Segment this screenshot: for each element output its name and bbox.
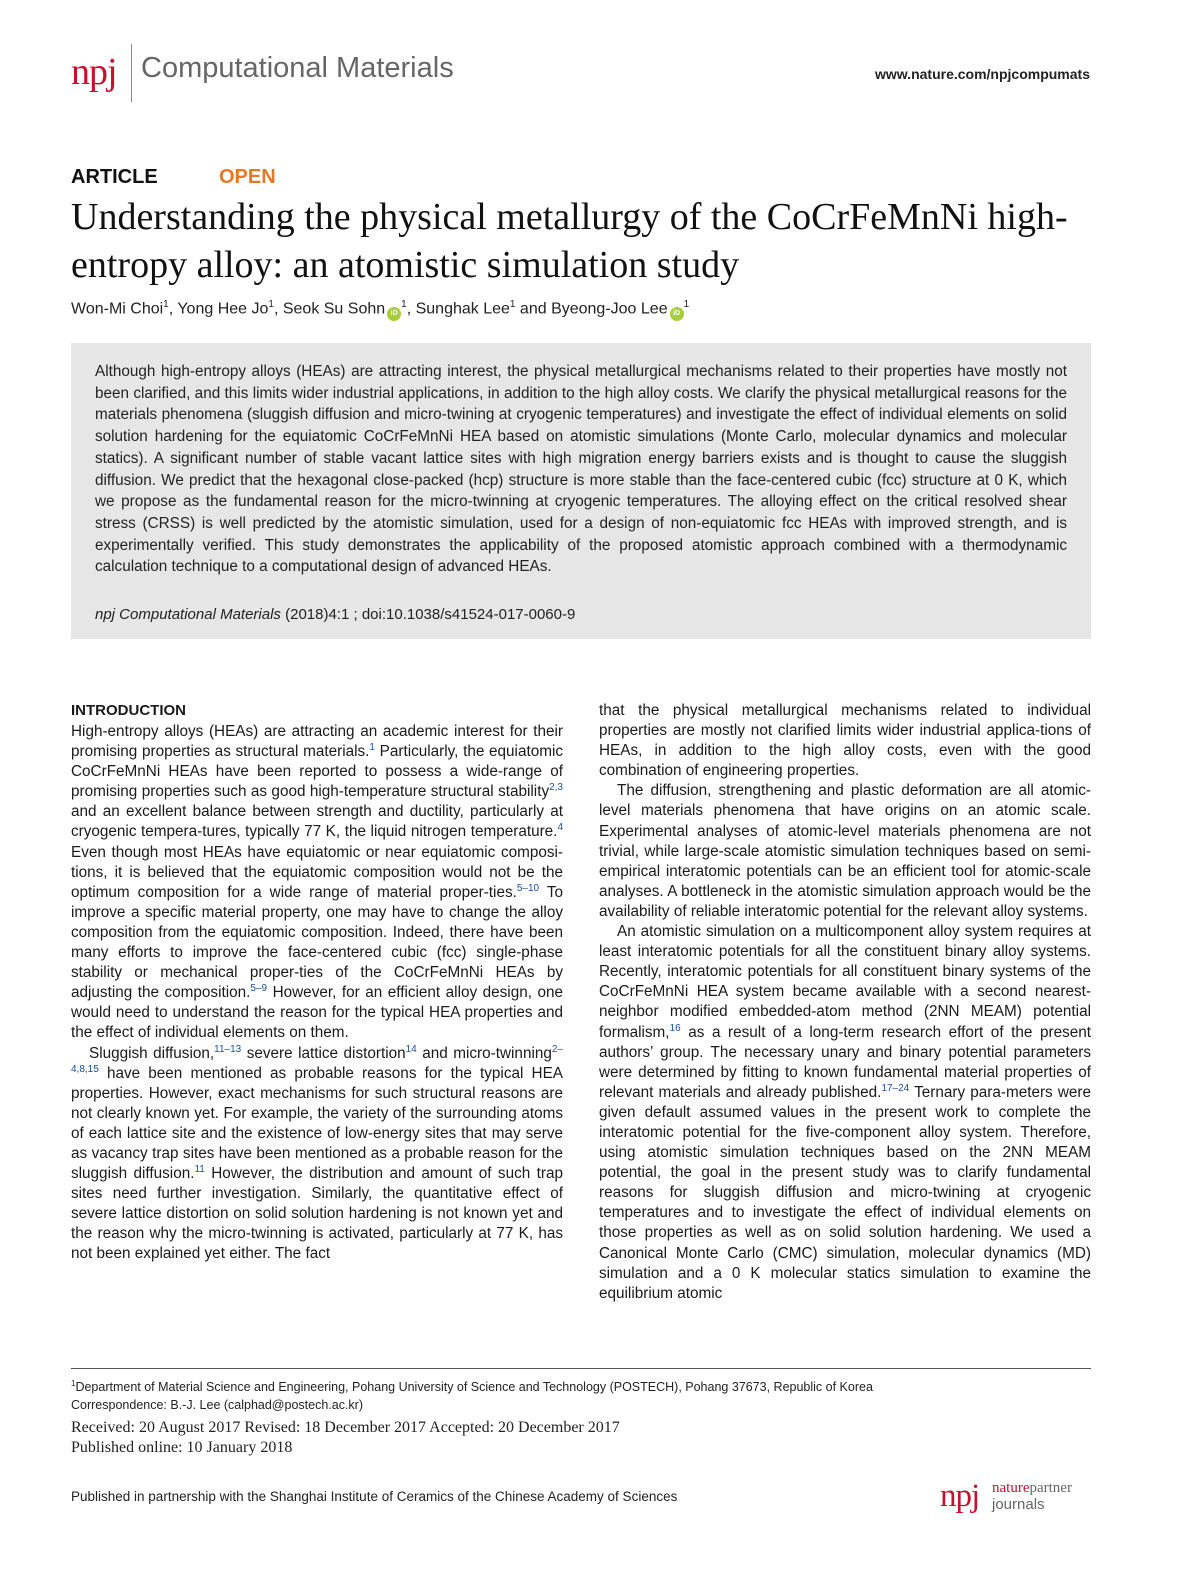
orcid-icon[interactable]: iD <box>670 307 684 321</box>
paragraph: The diffusion, strengthening and plastic deformation are all atomic-level materials phenomena that have origins on an atomic scale. Experimental analyses of atomic-level materials phenomena are not trivial, while large-scale atomistic simulation techniques based on semi-empirical interatomic potentials can be an efficient tool for atomic-scale analyses. A bottleneck in the atomistic simulation approach would be the availability of reliable interatomic potential for the relevant alloy systems. <box>599 782 1091 920</box>
reference-link[interactable]: 2,3 <box>549 782 563 794</box>
author-name: Byeong-Joo Lee <box>551 300 668 318</box>
affiliation-marker: 1 <box>71 1379 76 1388</box>
reference-link[interactable]: 16 <box>669 1022 681 1034</box>
journal-url-link[interactable]: www.nature.com/npjcompumats <box>875 66 1090 82</box>
paragraph: that the physical metallurgical mechanisms related to individual properties are mostly not clarified limits wider industrial applica-tions of HEAs, in addition to the high alloy costs, even with the good combination of engineering properties. <box>599 702 1091 780</box>
reference-link[interactable]: 4 <box>557 822 563 834</box>
reference-link[interactable]: 1 <box>369 742 375 753</box>
section-heading-introduction: INTRODUCTION <box>71 702 186 719</box>
open-access-badge: OPEN <box>219 166 276 188</box>
reference-link[interactable]: 11 <box>194 1163 205 1175</box>
logo-word-nature: nature <box>992 1480 1030 1496</box>
reference-link[interactable]: 5–10 <box>516 882 540 894</box>
article-title: Understanding the physical metallurgy of the CoCrFeMnNi high-entropy alloy: an atomistic simulation study <box>71 196 1068 286</box>
author-name: Seok Su Sohn <box>282 300 386 318</box>
date-published-online: Published online: 10 January 2018 <box>71 1439 293 1456</box>
paragraph: High-entropy alloys (HEAs) are attracting an academic interest for their promising properties as structural materials.$^1$ Particularly, the equiatomic CoCrFeMnNi HEAs have been reported to possess a wide-range of promising properties such as good high-temperature structural stability$^{2,3}$ and an excellent balance between strength and ductility, particularly at cryogenic tempera-tures, typically 77 K, the liquid nitrogen temperature.$^4$ Even though most HEAs have equiatomic or near equiatomic composi-tions, it is believed that the equiatomic composition would not be the optimum composition for a wide range of material proper-ties.$^{5-10}$ To improve a specific material property, one may have to change the alloy composition from the equiatomic composition. Indeed, there have been many efforts to improve the face-centered cubic (fcc) single-phase stability or mechanical proper-ties of the CoCrFeMnNi HEAs by adjusting the composition.$^{5-9}$ However, for an efficient alloy design, one would need to understand the reason for the typical HEA properties and the effect of individual elements on them. <box>71 723 564 1042</box>
affiliation-marker: 1 <box>401 299 407 310</box>
nature-partner-journals-logo <box>940 1478 1095 1518</box>
publication-dates <box>71 1418 620 1458</box>
npj-logo: npj <box>71 51 117 93</box>
abstract-box <box>71 343 1091 639</box>
author-name: Won-Mi Choi <box>71 300 164 318</box>
dates-received-revised-accepted: Received: 20 August 2017 Revised: 18 December 2017 Accepted: 20 December 2017 <box>71 1419 620 1436</box>
affiliation-marker: 1 <box>509 299 516 310</box>
npj-logo-small: npj <box>940 1478 980 1514</box>
affiliation-marker: 1 <box>683 299 690 310</box>
affiliation-text: Department of Material Science and Engineering, Pohang University of Science and Technology (POSTECH), Pohang 37673, Republic of Korea <box>75 1380 873 1395</box>
reference-link[interactable]: 2–4,8,15 <box>71 1043 563 1075</box>
citation-details: (2018)4:1 ; doi:10.1038/s41524-017-0060-9 <box>280 606 576 623</box>
affiliation-marker: 1 <box>268 299 274 310</box>
journal-name: Computational Materials <box>141 52 454 84</box>
affiliation-block <box>71 1375 873 1414</box>
citation-journal: npj Computational Materials <box>95 606 281 623</box>
body-column-right <box>599 701 1091 1304</box>
affiliation-line <box>71 1375 873 1396</box>
logo-word-partner: partner <box>1029 1480 1072 1496</box>
paragraph: An atomistic simulation on a multicomponent alloy system requires at least interatomic potentials for all the constituent binary alloy systems. Recently, interatomic potentials for all constituent binary systems of the CoCrFeMnNi HEA system became available with a second nearest-neighbor modified embedded-atom method (2NN MEAM) potential formalism,$^{16}$ as a result of a long-term research effort of the present authors’ group. The necessary unary and binary potential parameters were determined by fitting to known fundamental material properties of relevant materials and already published.$^{17-24}$ Ternary para-meters were given default assumed values in the present work to complete the interatomic potential for the five-component alloy system. Therefore, using atomistic simulation techniques based on the 2NN MEAM potential, the goal in the present study was to clarify fundamental reasons for sluggish diffusion and micro-twining at cryogenic temperatures and to investigate the effect of individual elements on those properties as well as on solid solution hardening. We used a Canonical Monte Carlo (CMC) simulation, molecular dynamics (MD) simulation and a 0 K molecular statics simulation to examine the equilibrium atomic <box>599 923 1091 1302</box>
reference-link[interactable]: 14 <box>405 1043 417 1055</box>
author-name: Sunghak Lee <box>415 300 510 318</box>
logo-word-journals: journals <box>992 1496 1045 1513</box>
logo-nature-partner <box>992 1480 1072 1497</box>
abstract-text: Although high-entropy alloys (HEAs) are attracting interest, the physical metallurgical mechanisms related to their properties have mostly not been clarified, and this limits wider industrial applications, in addition to the high alloy costs. We clarify the physical metallurgical reasons for the materials phenomena (sluggish diffusion and micro-twining at cryogenic temperatures) and investigate the effect of individual elements on solid solution hardening for the equiatomic CoCrFeMnNi HEA based on atomistic simulations (Monte Carlo, molecular dynamics and molecular statics). A significant number of stable vacant lattice sites with high migration energy barriers exists and is thought to cause the sluggish diffusion. We predict that the hexagonal close-packed (hcp) structure is more stable than the face-centered cubic (fcc) structure at 0 K, which we propose as the fundamental reason for the micro-twinning at cryogenic temperatures. The alloying effect on the critical resolved shear stress (CRSS) is well predicted by the atomistic simulation, used for a design of non-equiatomic fcc HEAs with improved strength, and is experimentally verified. This study demonstrates the applicability of the proposed atomistic approach combined with a thermodynamic calculation technique to a computational design of advanced HEAs. <box>95 363 1067 576</box>
correspondence-line: Correspondence: B.-J. Lee (calphad@postech.ac.kr) <box>71 1398 364 1413</box>
partnership-note: Published in partnership with the Shanghai Institute of Ceramics of the Chinese Academy of Sciences <box>71 1489 678 1504</box>
orcid-icon[interactable]: iD <box>387 307 401 321</box>
footnote-divider <box>71 1368 1091 1369</box>
reference-link[interactable]: 17–24 <box>881 1082 910 1094</box>
author-name: Yong Hee Jo <box>177 300 269 318</box>
affiliation-marker: 1 <box>163 299 169 310</box>
paragraph: Sluggish diffusion,$^{11-13}$ severe lattice distortion$^{14}$ and micro-twinning$^{2-4,8,15}$ have been mentioned as probable reasons for the typical HEA properties. However, exact mechanisms for such structural reasons are not clearly known yet. For example, the variety of the surrounding atoms of each lattice site and the existence of low-energy sites that may serve as vacancy trap sites have been mentioned as a probable reason for the sluggish diffusion.$^{11}$ However, the distribution and amount of such trap sites need further investigation. Similarly, the quantitative effect of severe lattice distortion on solid solution hardening is not known yet and the reason why the micro-twinning is activated, particularly at 77 K, has not been explained yet either. The fact <box>71 1043 563 1263</box>
body-column-left <box>71 701 563 1265</box>
reference-link[interactable]: 11–13 <box>214 1043 242 1055</box>
brand-divider <box>131 44 132 102</box>
article-type-label: ARTICLE <box>71 166 158 188</box>
author-list: Won-Mi Choi$^1$, Yong Hee Jo$^1$, Seok Su Sohn $iD^1$, Sunghak Lee$^1$ and Byeong-Joo Lee $iD^1$ <box>71 299 689 321</box>
reference-link[interactable]: 5–9 <box>250 983 268 995</box>
citation-line <box>95 606 575 623</box>
